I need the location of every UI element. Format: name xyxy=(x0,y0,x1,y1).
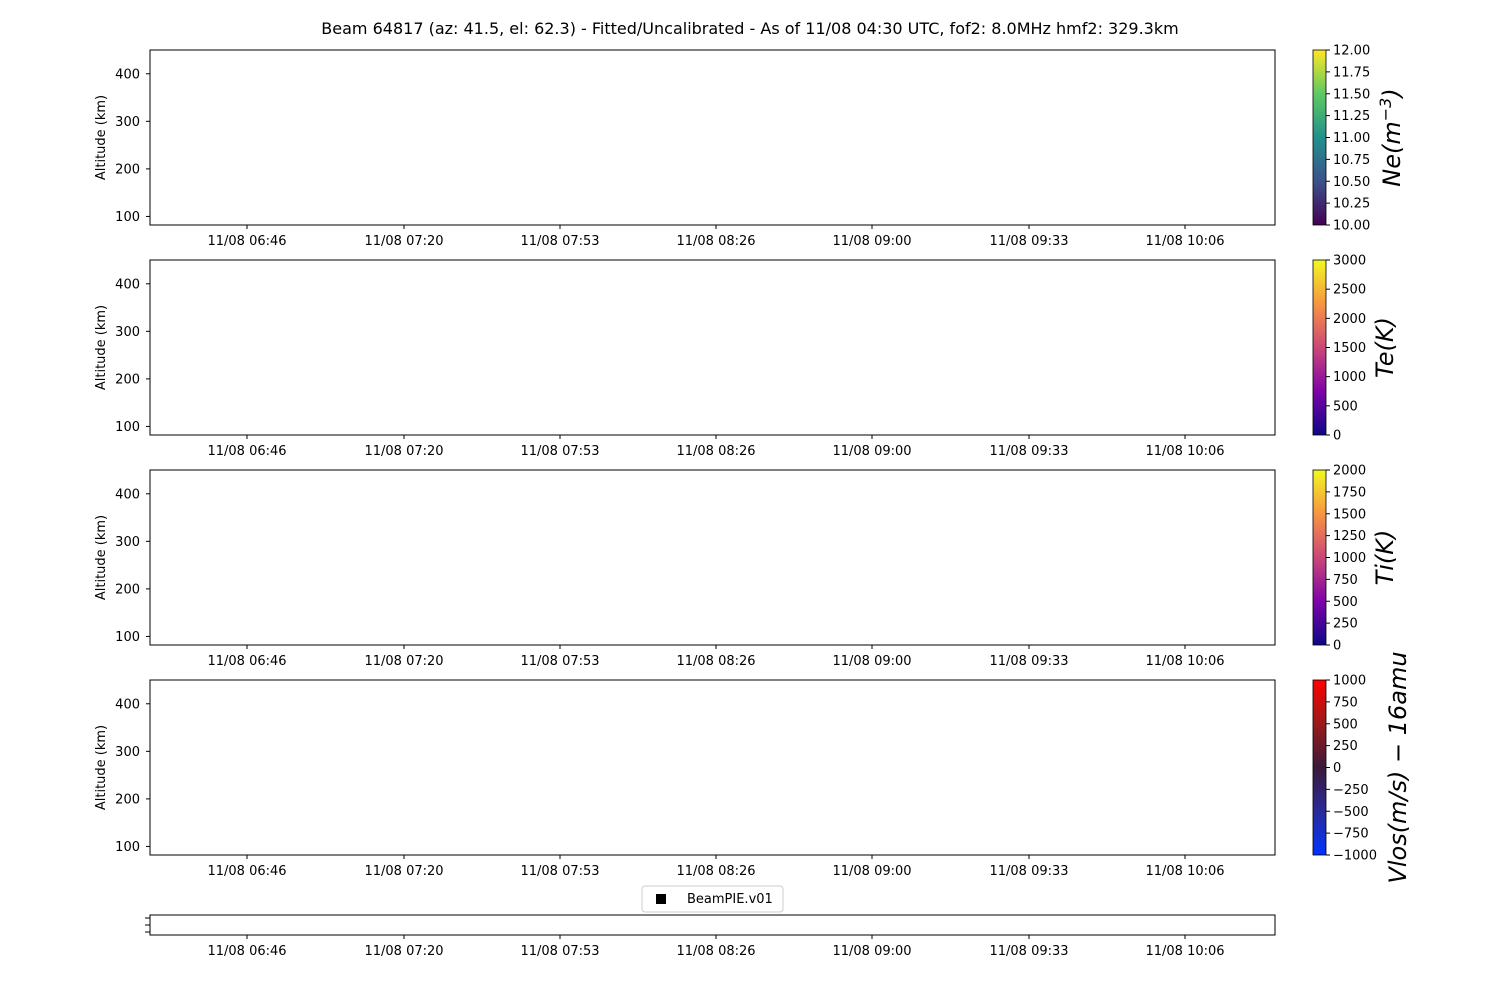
colorbar-tick-label: −500 xyxy=(1333,804,1369,820)
x-tick-label: 11/08 07:20 xyxy=(364,444,444,459)
y-axis-label: Altitude (km) xyxy=(94,514,109,601)
colorbar xyxy=(1313,470,1326,645)
x-tick-label: 11/08 10:06 xyxy=(1145,864,1225,879)
x-tick-label: 11/08 07:53 xyxy=(520,944,600,959)
colorbar-tick-label: 10.25 xyxy=(1333,196,1371,212)
y-tick-label: 200 xyxy=(115,372,140,388)
x-tick-label: 11/08 07:53 xyxy=(520,234,600,249)
panels xyxy=(94,44,1412,884)
y-tick-label: 300 xyxy=(115,744,140,760)
colorbar-label-part: Vlos(m/s) − 16amu xyxy=(1384,651,1412,884)
x-tick-label: 11/08 08:26 xyxy=(676,864,756,879)
x-tick-label: 11/08 07:20 xyxy=(364,654,444,669)
colorbar-label-part: Ti(K) xyxy=(1371,529,1399,586)
colorbar-tick-label: 0 xyxy=(1333,428,1342,444)
x-tick-label: 11/08 10:06 xyxy=(1145,654,1225,669)
colorbar xyxy=(1313,260,1326,435)
colorbar-tick-label: 0 xyxy=(1333,638,1342,654)
plot-area xyxy=(150,260,1275,435)
beam-timeline-axes xyxy=(145,915,1275,959)
y-tick-label: 300 xyxy=(115,114,140,130)
colorbar-tick-label: 1000 xyxy=(1333,370,1367,386)
x-tick-label: 11/08 09:33 xyxy=(989,234,1069,249)
x-tick-label: 11/08 06:46 xyxy=(207,864,287,879)
x-tick-label: 11/08 07:53 xyxy=(520,444,600,459)
colorbar-tick-label: 11.50 xyxy=(1333,87,1371,103)
x-tick-label: 11/08 09:33 xyxy=(989,444,1069,459)
colorbar-tick-label: 2000 xyxy=(1333,463,1367,479)
colorbar-tick-label: 250 xyxy=(1333,739,1358,755)
colorbar-tick-label: 1750 xyxy=(1333,485,1367,501)
plot-area xyxy=(150,50,1275,225)
y-tick-label: 100 xyxy=(115,209,140,225)
y-tick-label: 100 xyxy=(115,419,140,435)
colorbar-label-part: Ne(m xyxy=(1378,121,1406,187)
colorbar xyxy=(1313,50,1326,225)
x-tick-label: 11/08 08:26 xyxy=(676,944,756,959)
colorbar-label-part: ) xyxy=(1378,88,1406,98)
x-tick-label: 11/08 06:46 xyxy=(207,234,287,249)
colorbar-tick-label: 1000 xyxy=(1333,551,1367,566)
y-tick-label: 200 xyxy=(115,792,140,808)
plot-area xyxy=(150,680,1275,855)
y-tick-label: 200 xyxy=(115,162,140,178)
legend-label: BeamPIE.v01 xyxy=(687,892,773,907)
x-tick-label: 11/08 09:33 xyxy=(989,864,1069,879)
colorbar xyxy=(1313,680,1326,855)
colorbar-tick-label: 3000 xyxy=(1333,253,1367,269)
y-tick-label: 100 xyxy=(115,839,140,855)
beam-plot-area xyxy=(150,915,1275,935)
colorbar-tick-label: 500 xyxy=(1333,717,1358,733)
plot-area xyxy=(150,470,1275,645)
figure-title: Beam 64817 (az: 41.5, el: 62.3) - Fitted/Uncalibrated - As of 11/08 04:30 UTC, fof2: 8.0MHz hmf2: 329.3km xyxy=(321,19,1179,38)
y-tick-label: 400 xyxy=(115,277,140,293)
colorbar-tick-label: 750 xyxy=(1333,695,1358,711)
colorbar-tick-label: 750 xyxy=(1333,572,1358,588)
x-tick-label: 11/08 09:00 xyxy=(832,234,912,249)
colorbar-tick-label: 10.50 xyxy=(1333,174,1371,190)
colorbar-label-part: Te(K) xyxy=(1371,317,1399,378)
colorbar-tick-label: 0 xyxy=(1333,761,1342,776)
colorbar-tick-label: 250 xyxy=(1333,616,1358,632)
colorbar-tick-label: −1000 xyxy=(1333,848,1377,864)
y-axis-label: Altitude (km) xyxy=(94,304,109,391)
y-tick-label: 400 xyxy=(115,697,140,713)
x-tick-label: 11/08 09:33 xyxy=(989,654,1069,669)
x-tick-label: 11/08 10:06 xyxy=(1145,444,1225,459)
panel-4 xyxy=(94,651,1412,883)
y-tick-label: 300 xyxy=(115,534,140,550)
colorbar-label-sup: −3 xyxy=(1375,97,1395,122)
colorbar-tick-label: 1500 xyxy=(1333,341,1367,356)
y-tick-label: 200 xyxy=(115,582,140,598)
panel-2 xyxy=(94,254,1399,460)
colorbar-label xyxy=(1371,317,1399,378)
x-tick-label: 11/08 10:06 xyxy=(1145,944,1225,959)
colorbar-tick-label: 1250 xyxy=(1333,529,1367,545)
panel-3 xyxy=(94,464,1399,670)
x-tick-label: 11/08 07:53 xyxy=(520,864,600,879)
x-tick-label: 11/08 07:20 xyxy=(364,944,444,959)
x-tick-label: 11/08 09:00 xyxy=(832,444,912,459)
colorbar-tick-label: 500 xyxy=(1333,594,1358,610)
x-tick-label: 11/08 10:06 xyxy=(1145,234,1225,249)
x-tick-label: 11/08 06:46 xyxy=(207,654,287,669)
x-tick-label: 11/08 09:00 xyxy=(832,944,912,959)
colorbar-label xyxy=(1371,530,1399,586)
x-tick-label: 11/08 08:26 xyxy=(676,234,756,249)
y-tick-label: 400 xyxy=(115,487,140,503)
y-tick-label: 100 xyxy=(115,629,140,645)
legend xyxy=(642,886,783,912)
colorbar-tick-label: 500 xyxy=(1333,399,1358,415)
legend-marker xyxy=(656,894,666,904)
x-tick-label: 11/08 07:20 xyxy=(364,234,444,249)
colorbar-tick-label: −750 xyxy=(1333,826,1369,842)
colorbar-label xyxy=(1376,88,1407,186)
x-tick-label: 11/08 06:46 xyxy=(207,444,287,459)
colorbar-tick-label: 2500 xyxy=(1333,282,1367,298)
colorbar-tick-label: 11.75 xyxy=(1333,65,1371,81)
colorbar-tick-label: 11.25 xyxy=(1333,109,1371,125)
x-tick-label: 11/08 07:53 xyxy=(520,654,600,669)
colorbar-tick-label: 10.75 xyxy=(1333,152,1371,168)
colorbar-tick-label: 1500 xyxy=(1333,507,1367,523)
y-axis-label: Altitude (km) xyxy=(94,724,109,811)
colorbar-tick-label: −250 xyxy=(1333,782,1369,798)
colorbar-tick-label: 10.00 xyxy=(1333,218,1371,234)
x-tick-label: 11/08 09:33 xyxy=(989,944,1069,959)
y-tick-label: 300 xyxy=(115,324,140,340)
x-tick-label: 11/08 08:26 xyxy=(676,654,756,669)
colorbar-tick-label: 2000 xyxy=(1333,311,1367,327)
y-axis-label: Altitude (km) xyxy=(94,94,109,181)
colorbar-tick-label: 1000 xyxy=(1333,673,1367,689)
panel-1 xyxy=(94,44,1406,250)
x-tick-label: 11/08 06:46 xyxy=(207,944,287,959)
colorbar-tick-label: 11.00 xyxy=(1333,131,1371,146)
colorbar-tick-label: 12.00 xyxy=(1333,43,1371,59)
x-tick-label: 11/08 09:00 xyxy=(832,864,912,879)
y-tick-label: 400 xyxy=(115,67,140,83)
colorbar-label xyxy=(1384,651,1412,883)
x-tick-label: 11/08 08:26 xyxy=(676,444,756,459)
x-tick-label: 11/08 07:20 xyxy=(364,864,444,879)
x-tick-label: 11/08 09:00 xyxy=(832,654,912,669)
